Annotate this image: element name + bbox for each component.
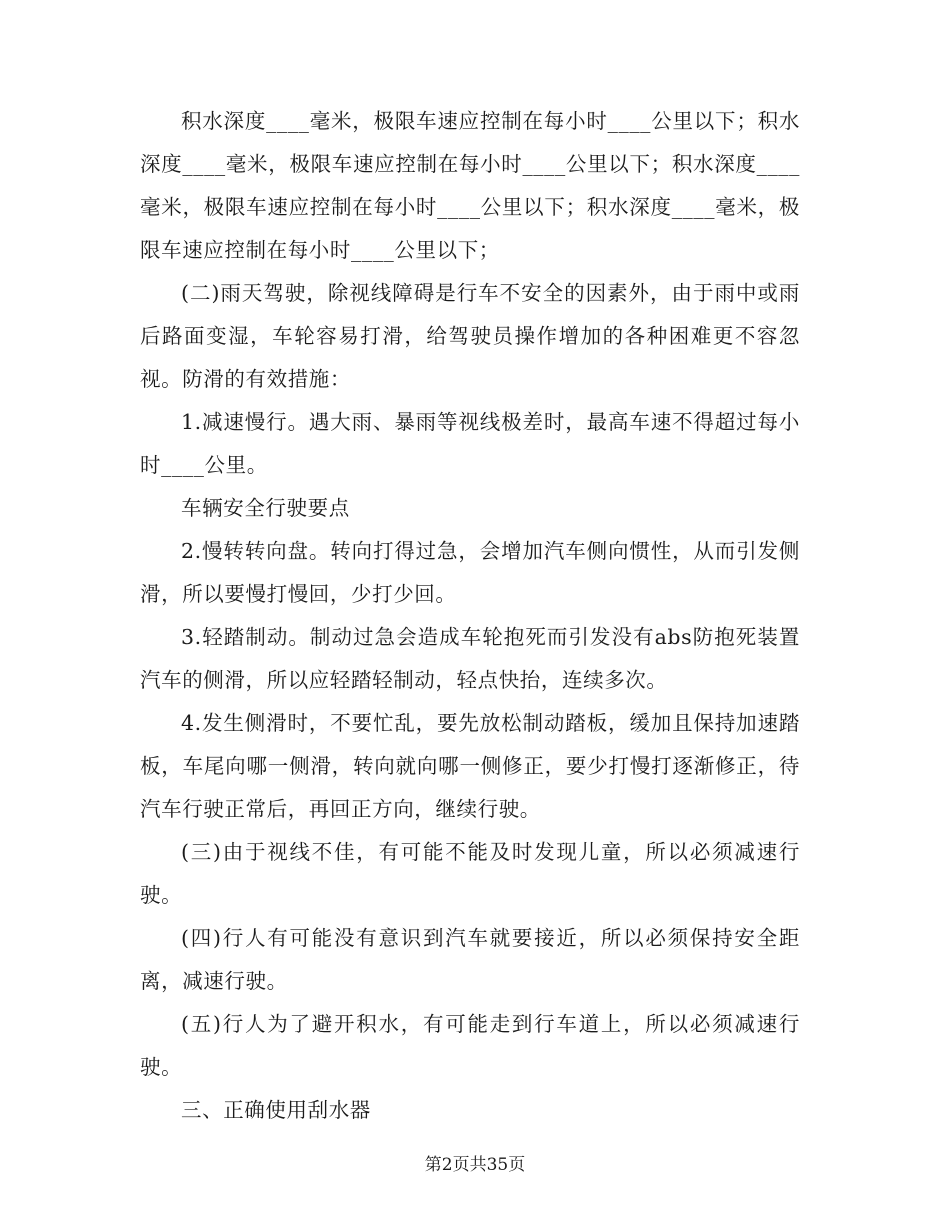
paragraph-heading-safe-driving-points: 车辆安全行驶要点: [181, 496, 350, 520]
paragraph-pedestrian-distance: (四)行人有可能没有意识到汽车就要接近，所以必须保持安全距离，减速行驶。: [140, 926, 800, 993]
paragraph-light-braking: 3.轻踏制动。制动过急会造成车轮抱死而引发没有abs防抱死装置汽车的侧滑，所以应轻踏轻制动，轻点快抬，连续多次。: [140, 625, 800, 692]
page-number-footer: 第2页共35页: [424, 1155, 526, 1175]
paragraph-water-depth-speed-limits: 积水深度____毫米，极限车速应控制在每小时____公里以下；积水深度____毫米，极限车速应控制在每小时____公里以下；积水深度____毫米，极限车速应控制在每小时____公里以下；积水深度____毫米，极限车速应控制在每小时____公里以下；: [140, 109, 800, 262]
paragraph-pedestrian-avoid-water: (五)行人为了避开积水，有可能走到行车道上，所以必须减速行驶。: [140, 1012, 800, 1079]
paragraph-slow-steering: 2.慢转转向盘。转向打得过急，会增加汽车侧向惯性，从而引发侧滑，所以要慢打慢回，少打少回。: [140, 539, 800, 606]
paragraph-slow-down: 1.减速慢行。遇大雨、暴雨等视线极差时，最高车速不得超过每小时____公里。: [140, 410, 800, 477]
document-body: [140, 100, 800, 1132]
paragraph-children-visibility: (三)由于视线不佳，有可能不能及时发现儿童，所以必须减速行驶。: [140, 840, 800, 907]
paragraph-skid-handling: 4.发生侧滑时，不要忙乱，要先放松制动踏板，缓加且保持加速踏板，车尾向哪一侧滑，转向就向哪一侧修正，要少打慢打逐渐修正，待汽车行驶正常后，再回正方向，继续行驶。: [140, 711, 800, 821]
paragraph-rainy-driving-intro: (二)雨天驾驶，除视线障碍是行车不安全的因素外，由于雨中或雨后路面变湿，车轮容易打滑，给驾驶员操作增加的各种困难更不容忽视。防滑的有效措施：: [140, 281, 800, 391]
section-heading-wipers: 三、正确使用刮水器: [181, 1098, 371, 1122]
